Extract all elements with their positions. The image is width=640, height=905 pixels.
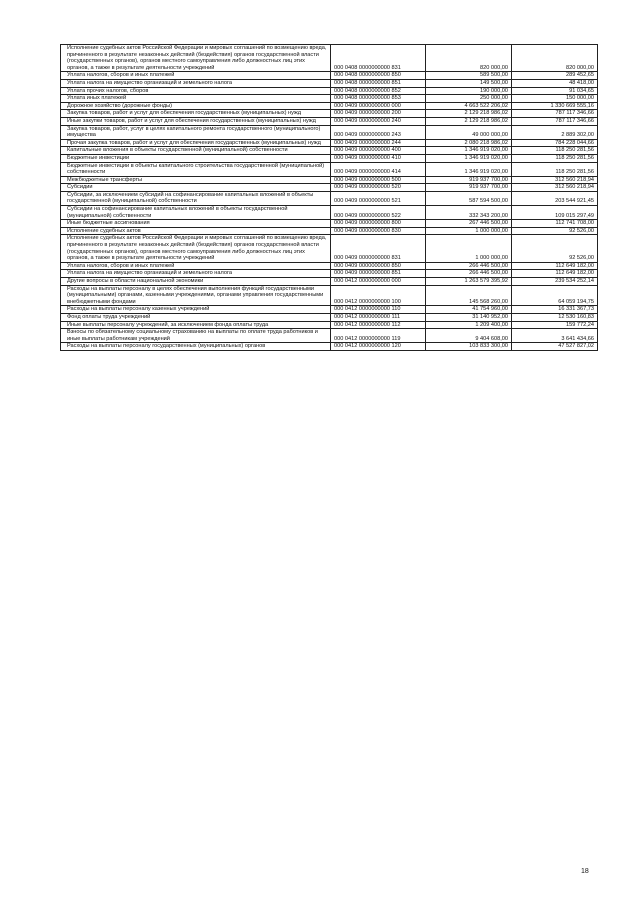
planned-amount-cell: 820 000,00: [426, 45, 512, 72]
row-name-cell: Иные закупки товаров, работ и услуг для обеспечения государственных (муниципальных) нужд: [61, 117, 331, 125]
executed-amount-cell: 16 331 367,73: [512, 306, 598, 314]
budget-code-cell: 000 0409 0000000000 500: [331, 176, 426, 184]
row-name-cell: Расходы на выплаты персоналу государственных (муниципальных) органов: [61, 343, 331, 351]
table-row: [61, 147, 598, 155]
planned-amount-cell: 267 446 500,00: [426, 220, 512, 228]
table-row: [61, 154, 598, 162]
table-row: [61, 313, 598, 321]
budget-code-cell: 000 0409 0000000000 522: [331, 206, 426, 220]
budget-code-cell: 000 0412 0000000000 120: [331, 343, 426, 351]
budget-code-cell: 000 0409 0000000000 410: [331, 154, 426, 162]
executed-amount-cell: 112 741 708,00: [512, 220, 598, 228]
budget-code-cell: 000 0409 0000000000 521: [331, 191, 426, 205]
planned-amount-cell: 266 446 500,00: [426, 262, 512, 270]
table-row: [61, 329, 598, 343]
executed-amount-cell: 92 526,00: [512, 235, 598, 262]
budget-code-cell: 000 0408 0000000000 831: [331, 45, 426, 72]
executed-amount-cell: 784 228 044,66: [512, 139, 598, 147]
table-row: [61, 139, 598, 147]
table-row: [61, 102, 598, 110]
budget-code-cell: 000 0409 0000000000 400: [331, 147, 426, 155]
budget-code-cell: 000 0409 0000000000 243: [331, 125, 426, 139]
executed-amount-cell: 2 889 302,00: [512, 125, 598, 139]
planned-amount-cell: 2 080 218 986,02: [426, 139, 512, 147]
executed-amount-cell: 118 250 281,56: [512, 147, 598, 155]
planned-amount-cell: 41 754 960,00: [426, 306, 512, 314]
planned-amount-cell: 250 000,00: [426, 95, 512, 103]
table-row: [61, 95, 598, 103]
budget-code-cell: 000 0412 0000000000 119: [331, 329, 426, 343]
table-row: [61, 321, 598, 329]
planned-amount-cell: 145 568 260,00: [426, 285, 512, 306]
executed-amount-cell: 203 544 921,45: [512, 191, 598, 205]
row-name-cell: Взносы по обязательному социальному страхованию на выплаты по оплате труда работников и иные выплаты работникам учреждений: [61, 329, 331, 343]
row-name-cell: Уплата налогов, сборов и иных платежей: [61, 262, 331, 270]
table-row: [61, 306, 598, 314]
row-name-cell: Субсидии, за исключением субсидий на софинансирование капитальных вложений в объекты государственной (муниципальной) собственности: [61, 191, 331, 205]
row-name-cell: Исполнение судебных актов Российской Федерации и мировых соглашений по возмещению вреда, причиненного в результате незаконных действий (бездействия) органов государственной власти (государственных органов), органов местного самоуправления либо должностных лиц этих органов, а также в результате деятельности учреждений: [61, 235, 331, 262]
executed-amount-cell: 787 117 346,66: [512, 117, 598, 125]
executed-amount-cell: 1 330 669 555,16: [512, 102, 598, 110]
executed-amount-cell: 64 059 194,75: [512, 285, 598, 306]
planned-amount-cell: 587 594 500,00: [426, 191, 512, 205]
budget-code-cell: 000 0409 0000000000 240: [331, 117, 426, 125]
row-name-cell: Уплата прочих налогов, сборов: [61, 87, 331, 95]
planned-amount-cell: 919 937 700,00: [426, 176, 512, 184]
planned-amount-cell: 2 129 218 986,02: [426, 117, 512, 125]
row-name-cell: Уплата налогов, сборов и иных платежей: [61, 72, 331, 80]
table-row: [61, 227, 598, 235]
executed-amount-cell: 159 772,24: [512, 321, 598, 329]
row-name-cell: Закупка товаров, работ, услуг в целях капитального ремонта государственного (муниципального) имущества: [61, 125, 331, 139]
budget-code-cell: 000 0408 0000000000 853: [331, 95, 426, 103]
table-row: [61, 110, 598, 118]
planned-amount-cell: 190 000,00: [426, 87, 512, 95]
row-name-cell: Дорожное хозяйство (дорожные фонды): [61, 102, 331, 110]
planned-amount-cell: 1 209 400,00: [426, 321, 512, 329]
row-name-cell: Прочая закупка товаров, работ и услуг для обеспечения государственных (муниципальных) нужд: [61, 139, 331, 147]
table-row: [61, 191, 598, 205]
row-name-cell: Фонд оплаты труда учреждений: [61, 313, 331, 321]
budget-execution-table: [60, 44, 598, 351]
executed-amount-cell: 92 526,00: [512, 227, 598, 235]
planned-amount-cell: 1 346 919 020,00: [426, 147, 512, 155]
executed-amount-cell: 312 560 218,94: [512, 184, 598, 192]
row-name-cell: Субсидии: [61, 184, 331, 192]
table-row: [61, 45, 598, 72]
executed-amount-cell: 118 250 281,56: [512, 162, 598, 176]
row-name-cell: Иные выплаты персоналу учреждений, за исключением фонда оплаты труда: [61, 321, 331, 329]
budget-code-cell: 000 0409 0000000000 850: [331, 262, 426, 270]
planned-amount-cell: 9 404 608,00: [426, 329, 512, 343]
budget-code-cell: 000 0409 0000000000 830: [331, 227, 426, 235]
planned-amount-cell: 332 343 200,00: [426, 206, 512, 220]
row-name-cell: Расходы на выплаты персоналу в целях обеспечения выполнения функций государственными (муниципальными) органами, казенными учреждениями, органами управления государственными внебюджетными фондами: [61, 285, 331, 306]
planned-amount-cell: 149 500,00: [426, 79, 512, 87]
budget-code-cell: 000 0409 0000000000 831: [331, 235, 426, 262]
executed-amount-cell: 47 527 827,02: [512, 343, 598, 351]
executed-amount-cell: 12 530 160,83: [512, 313, 598, 321]
executed-amount-cell: 109 015 297,49: [512, 206, 598, 220]
row-name-cell: Субсидии на софинансирование капитальных вложений в объекты государственной (муниципальной) собственности: [61, 206, 331, 220]
table-row: [61, 285, 598, 306]
planned-amount-cell: 103 833 300,00: [426, 343, 512, 351]
row-name-cell: Исполнение судебных актов Российской Федерации и мировых соглашений по возмещению вреда, причиненного в результате незаконных действий (бездействия) органов государственной власти (государственных органов), органов местного самоуправления либо должностных лиц этих органов, а также в результате деятельности учреждений: [61, 45, 331, 72]
executed-amount-cell: 3 641 434,66: [512, 329, 598, 343]
budget-code-cell: 000 0409 0000000000 520: [331, 184, 426, 192]
executed-amount-cell: 91 034,65: [512, 87, 598, 95]
planned-amount-cell: 919 937 700,00: [426, 184, 512, 192]
planned-amount-cell: 49 000 000,00: [426, 125, 512, 139]
planned-amount-cell: 1 000 000,00: [426, 235, 512, 262]
table-row: [61, 72, 598, 80]
row-name-cell: Уплата налога на имущество организаций и земельного налога: [61, 79, 331, 87]
table-row: [61, 235, 598, 262]
table-row: [61, 278, 598, 286]
budget-code-cell: 000 0408 0000000000 850: [331, 72, 426, 80]
planned-amount-cell: 1 263 579 395,92: [426, 278, 512, 286]
table-row: [61, 125, 598, 139]
table-row: [61, 220, 598, 228]
table-row: [61, 117, 598, 125]
row-name-cell: Бюджетные инвестиции в объекты капитального строительства государственной (муниципальной) собственности: [61, 162, 331, 176]
row-name-cell: Исполнение судебных актов: [61, 227, 331, 235]
executed-amount-cell: 150 000,00: [512, 95, 598, 103]
planned-amount-cell: 1 346 919 020,00: [426, 162, 512, 176]
budget-code-cell: 000 0409 0000000000 200: [331, 110, 426, 118]
row-name-cell: Межбюджетные трансферты: [61, 176, 331, 184]
budget-code-cell: 000 0408 0000000000 852: [331, 87, 426, 95]
executed-amount-cell: 112 649 182,00: [512, 262, 598, 270]
row-name-cell: Уплата иных платежей: [61, 95, 331, 103]
planned-amount-cell: 4 663 522 206,02: [426, 102, 512, 110]
budget-code-cell: 000 0412 0000000000 111: [331, 313, 426, 321]
budget-table-body: [61, 45, 598, 351]
page-number: 18: [581, 868, 589, 875]
budget-code-cell: 000 0412 0000000000 100: [331, 285, 426, 306]
planned-amount-cell: 2 129 218 986,02: [426, 110, 512, 118]
budget-code-cell: 000 0409 0000000000 800: [331, 220, 426, 228]
budget-code-cell: 000 0408 0000000000 851: [331, 79, 426, 87]
budget-code-cell: 000 0409 0000000000 414: [331, 162, 426, 176]
executed-amount-cell: 820 000,00: [512, 45, 598, 72]
table-row: [61, 343, 598, 351]
executed-amount-cell: 312 560 218,94: [512, 176, 598, 184]
row-name-cell: Уплата налога на имущество организаций и земельного налога: [61, 270, 331, 278]
table-row: [61, 184, 598, 192]
planned-amount-cell: 1 000 000,00: [426, 227, 512, 235]
executed-amount-cell: 289 452,65: [512, 72, 598, 80]
row-name-cell: Закупка товаров, работ и услуг для обеспечения государственных (муниципальных) нужд: [61, 110, 331, 118]
planned-amount-cell: 31 140 952,00: [426, 313, 512, 321]
executed-amount-cell: 239 534 252,14: [512, 278, 598, 286]
table-row: [61, 176, 598, 184]
table-row: [61, 87, 598, 95]
executed-amount-cell: 787 117 346,66: [512, 110, 598, 118]
table-row: [61, 162, 598, 176]
executed-amount-cell: 112 649 182,00: [512, 270, 598, 278]
budget-code-cell: 000 0412 0000000000 000: [331, 278, 426, 286]
budget-code-cell: 000 0412 0000000000 110: [331, 306, 426, 314]
executed-amount-cell: 118 250 281,56: [512, 154, 598, 162]
table-row: [61, 270, 598, 278]
planned-amount-cell: 1 346 919 020,00: [426, 154, 512, 162]
budget-code-cell: 000 0409 0000000000 851: [331, 270, 426, 278]
table-row: [61, 206, 598, 220]
budget-code-cell: 000 0412 0000000000 112: [331, 321, 426, 329]
row-name-cell: Расходы на выплаты персоналу казенных учреждений: [61, 306, 331, 314]
table-row: [61, 262, 598, 270]
row-name-cell: Капитальные вложения в объекты государственной (муниципальной) собственности: [61, 147, 331, 155]
row-name-cell: Бюджетные инвестиции: [61, 154, 331, 162]
row-name-cell: Другие вопросы в области национальной экономики: [61, 278, 331, 286]
planned-amount-cell: 589 500,00: [426, 72, 512, 80]
budget-code-cell: 000 0409 0000000000 244: [331, 139, 426, 147]
executed-amount-cell: 48 418,00: [512, 79, 598, 87]
row-name-cell: Иные бюджетные ассигнования: [61, 220, 331, 228]
table-row: [61, 79, 598, 87]
planned-amount-cell: 266 446 500,00: [426, 270, 512, 278]
budget-code-cell: 000 0409 0000000000 000: [331, 102, 426, 110]
